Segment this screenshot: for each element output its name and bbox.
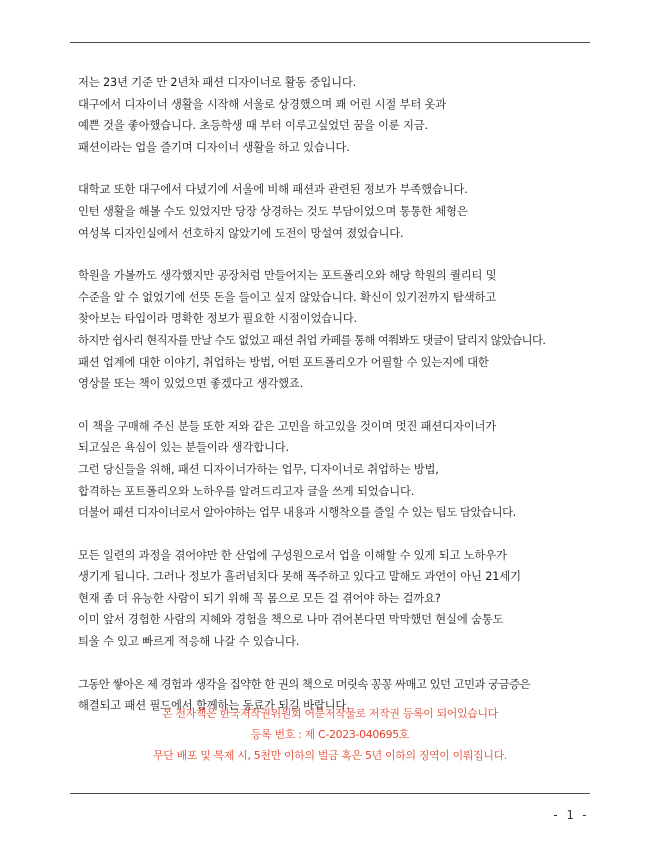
text-line: 패션이라는 업을 즐기며 디자이너 생활을 하고 있습니다. (78, 140, 350, 154)
paragraph-4 (78, 416, 618, 524)
body-text (78, 72, 618, 738)
page-number: - 1 - (551, 808, 588, 822)
text-line: 생기게 됩니다. 그러나 정보가 흘러넘치다 못해 폭주하고 있다고 말해도 과언이 아닌 21세기 (78, 570, 521, 584)
text-line: 영상물 또는 책이 있었으면 좋겠다고 생각했죠. (78, 377, 304, 391)
paragraph-2 (78, 179, 618, 244)
text-line: 수준을 알 수 없었기에 선뜻 돈을 들이고 싶지 않았습니다. 확신이 있기전까지 탐색하고 (78, 290, 496, 304)
text-line: 더불어 패션 디자이너로서 알아야하는 업무 내용과 시행착오를 줄일 수 있는 팁도 담았습니다. (78, 506, 516, 520)
paragraph-3 (78, 265, 618, 395)
text-line: 틔울 수 있고 빠르게 적응해 나갈 수 있습니다. (78, 635, 300, 649)
penalty-warning-text: 무단 배포 및 복제 시, 5천만 이하의 벌금 혹은 5년 이하의 징역이 이뤄집니다. (153, 749, 507, 762)
footer-rule (70, 793, 590, 794)
text-line: 현재 좀 더 유능한 사람이 되기 위해 꼭 몸으로 모든 걸 겪어야 하는 걸까요? (78, 591, 441, 605)
text-line: 대구에서 디자이너 생활을 시작해 서울로 상경했으며 꽤 어린 시절 부터 옷과 (78, 97, 447, 111)
text-line: 해결되고 패션 필드에서 함께하는 동료가 되길 바랍니다. (78, 699, 350, 713)
text-line: 이 책을 구매해 주신 분들 또한 저와 같은 고민을 하고있을 것이며 멋진 패션디자이너가 (78, 419, 496, 433)
copyright-registration-text: 본 전자책은 한국저작권위원회 어문저작물로 저작권 등록이 되어있습니다 (162, 707, 498, 720)
header-rule (70, 42, 590, 43)
paragraph-1 (78, 72, 618, 158)
text-line: 하지만 쉽사리 현직자를 만날 수도 없었고 패션 취업 카페를 통해 여쭤봐도 댓글이 달리지 않았습니다. (78, 333, 546, 347)
copyright-notice (0, 703, 660, 766)
paragraph-5 (78, 545, 618, 653)
text-line: 합격하는 포트폴리오와 노하우를 알려드리고자 글을 쓰게 되었습니다. (78, 484, 415, 498)
text-line: 찾아보는 타입이라 명확한 정보가 필요한 시점이었습니다. (78, 312, 357, 326)
text-line: 이미 앞서 경험한 사람의 지혜와 경험을 책으로 나마 겪어본다면 막막했던 현실에 숨통도 (78, 613, 504, 627)
text-line: 저는 23년 기준 만 2년차 패션 디자이너로 활동 중입니다. (78, 76, 357, 89)
text-line: 그런 당신들을 위해, 패션 디자이너가하는 업무, 디자이너로 취업하는 방법, (78, 462, 439, 476)
text-line: 되고싶은 욕심이 있는 분들이라 생각합니다. (78, 441, 289, 455)
text-line: 모든 일련의 과정을 겪어야만 한 산업에 구성원으로서 업을 이해할 수 있게 되고 노하우가 (78, 548, 507, 562)
text-line: 학원을 가볼까도 생각했지만 공장처럼 만들어지는 포트폴리오와 해당 학원의 퀄리티 및 (78, 269, 497, 283)
text-line: 대학교 또한 대구에서 다녔기에 서울에 비해 패션과 관련된 정보가 부족했습니다. (78, 183, 468, 197)
text-line: 여성복 디자인실에서 선호하지 않았기에 도전이 망설여 졌었습니다. (78, 226, 404, 240)
registration-number-text: 등록 번호 : 제 C-2023-040695호 (250, 728, 410, 741)
text-line: 그동안 쌓아온 제 경험과 생각을 집약한 한 권의 책으로 머릿속 꽁꽁 싸매고 있던 고민과 궁금증은 (78, 677, 531, 691)
text-line: 패션 업계에 대한 이야기, 취업하는 방법, 어떤 포트폴리오가 어필할 수 있는지에 대한 (78, 355, 489, 369)
text-line: 예쁜 것을 좋아했습니다. 초등학생 때 부터 이루고싶었던 꿈을 이룬 지금. (78, 119, 428, 133)
text-line: 인턴 생활을 해볼 수도 있었지만 당장 상경하는 것도 부담이었으며 통통한 체형은 (78, 204, 468, 218)
